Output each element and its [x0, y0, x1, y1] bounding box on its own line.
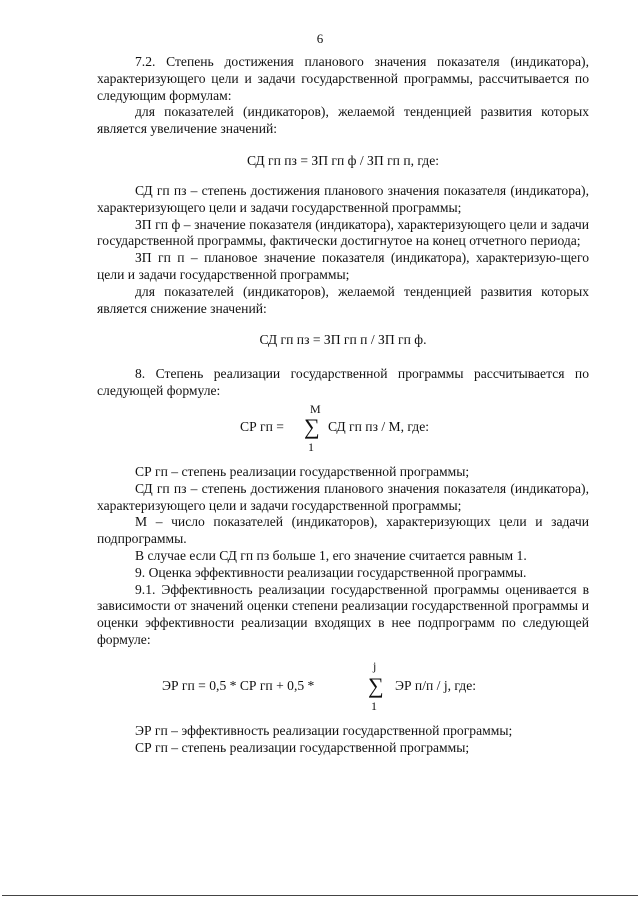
formula-right-side: СД гп пз / М, где:	[328, 418, 430, 434]
sigma-lower-limit-2: 1	[371, 698, 377, 713]
sigma-icon: ∑	[304, 413, 320, 439]
sigma-upper-limit-j: j	[373, 658, 377, 673]
document-body	[97, 54, 589, 756]
definition-sr-gp-2: СР гп – степень реализации государственной программы;	[135, 739, 470, 755]
formula-sr-gp	[97, 400, 589, 456]
paragraph-9: 9. Оценка эффективности реализации государственной программы.	[135, 564, 527, 580]
definition-zp-gp-f: ЗП гп ф – значение показателя (индикатора), характеризующего цели и задачи государственной программы, фактически достигнутое на конец отчетного периода;	[97, 216, 589, 249]
formula-er-right-side: ЭР п/п / j, где:	[395, 677, 477, 693]
definition-er-gp: ЭР гп – эффективность реализации государственной программы;	[135, 722, 513, 738]
formula-er-gp	[97, 657, 589, 715]
page-bottom-rule	[2, 895, 638, 896]
definition-sd-gp-pz-repeat: СД гп пз – степень достижения планового значения показателя (индикатора), характеризующего цели и задачи государственной программы;	[97, 480, 589, 513]
paragraph-7-2: 7.2. Степень достижения планового значения показателя (индикатора), характеризующего цели и задачи государственной программы, рассчитывается по следующим формулам:	[97, 54, 589, 103]
sigma-icon-2: ∑	[368, 672, 384, 698]
formula-left-side: СР гп =	[240, 418, 284, 434]
definition-sr-gp: СР гп – степень реализации государственной программы;	[135, 463, 470, 479]
definition-m: М – число показателей (индикаторов), характеризующих цели и задачи подпрограммы.	[97, 514, 589, 547]
paragraph-decrease: для показателей (индикаторов), желаемой тенденцией развития которых является снижение значений:	[97, 283, 589, 316]
paragraph-increase: для показателей (индикаторов), желаемой тенденцией развития которых является увеличение значений:	[97, 104, 589, 137]
definition-sd-gp-pz: СД гп пз – степень достижения планового значения показателя (индикатора), характеризующего цели и задачи государственной программы;	[97, 182, 589, 215]
paragraph-9-1: 9.1. Эффективность реализации государственной программы оценивается в зависимости от значений оценки степени реализации государственной программы и оценки эффективности реализации входящих в нее подпрограмм по следующей формуле:	[97, 581, 589, 647]
paragraph-8: 8. Степень реализации государственной программы рассчитывается по следующей формуле:	[97, 366, 589, 399]
definition-zp-gp-p: ЗП гп п – плановое значение показателя (индикатора), характеризую-щего цели и задачи государственной программы;	[97, 250, 589, 282]
sigma-lower-limit: 1	[308, 439, 314, 454]
formula-increase: СД гп пз = ЗП гп ф / ЗП гп п, где:	[246, 152, 440, 168]
page-number: 6	[316, 31, 324, 46]
sigma-upper-limit: M	[310, 401, 321, 416]
formula-decrease: СД гп пз = ЗП гп п / ЗП гп ф.	[259, 332, 427, 348]
paragraph-case: В случае если СД гп пз больше 1, его значение считается равным 1.	[135, 547, 527, 563]
formula-er-left-side: ЭР гп = 0,5 * СР гп + 0,5 *	[162, 677, 315, 693]
